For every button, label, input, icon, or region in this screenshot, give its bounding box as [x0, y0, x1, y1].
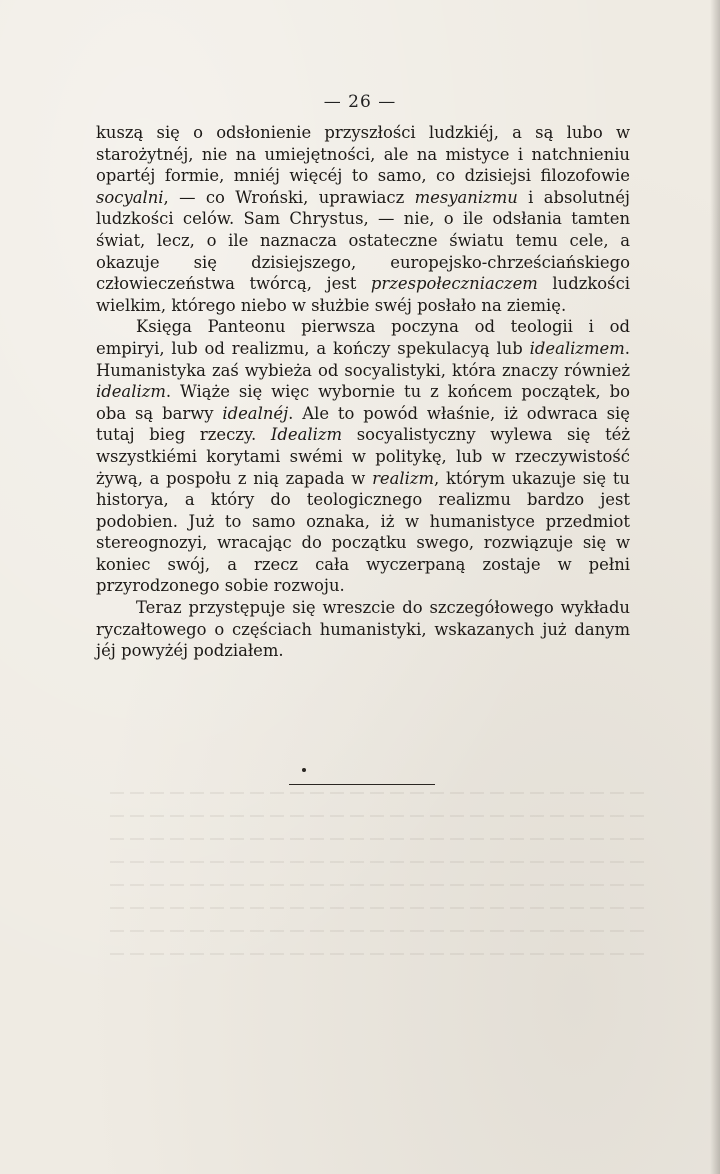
section-end-rule [289, 784, 435, 785]
italic-term: mesyanizmu [414, 187, 518, 207]
italic-term: realizm [372, 468, 435, 488]
text-run: Teraz przystępuje się wreszcie do szczegółowego wykładu ryczałtowego o częściach humanistyki, wskazanych już danym jéj powyżéj podziałem. [96, 598, 630, 661]
text-run: ludzkości wielkim, którego niebo w służbie swéj posłało na ziemię. [96, 274, 630, 315]
text-run: socyalistyczny wylewa się téż wszystkiémi korytami swémi w politykę, lub w rzeczywistość żywą, a pospołu z nią zapada w [96, 425, 631, 488]
paragraph-1 [96, 122, 630, 316]
bleed-line [110, 884, 650, 886]
text-run: i absolutnéj ludzkości celów. Sam Chrystus, — nie, o ile odsłania tamten świat, lecz, o ile naznacza ostateczne światu temu cele, a okazuje się dzisiejszego, europejsko-chrześciańskiego człowieczeństwa twórcą, jest [96, 187, 630, 294]
text-run: , którym ukazuje się tu historya, a który do teologicznego realizmu bardzo jest podobien. Już to samo oznaka, iż w humanistyce przedmiot stereognozyi, wracając do początku swego, rozwiązuje się w koniec swój, a rzecz cała wyczerpaną zostaje w pełni przyrodzonego sobie rozwoju. [96, 468, 630, 596]
bleed-line [110, 953, 650, 955]
bleed-line [110, 815, 650, 817]
bleed-line [110, 861, 650, 863]
italic-term: idealizm [96, 382, 166, 402]
italic-term: przespołeczniaczem [370, 274, 538, 294]
text-run: . Ale to powód właśnie, iż odwraca się tutaj bieg rzeczy. [96, 403, 630, 445]
bleed-line [110, 792, 650, 794]
text-run: Księga Panteonu pierwsza poczyna od teologii i od empiryi, lub od realizmu, a kończy spekulacyą lub [96, 317, 630, 358]
paragraph-2 [96, 316, 630, 597]
bleed-line [110, 930, 650, 932]
text-run: . Wiąże się więc wybornie tu z końcem początek, bo oba są barwy [96, 382, 630, 423]
page-number: — 26 — [323, 92, 397, 112]
italic-term: idealnéj [222, 403, 289, 423]
italic-term: socyalni [96, 187, 164, 207]
body-text [96, 122, 630, 662]
paragraph-3 [96, 597, 630, 662]
page-edge-shadow [710, 0, 720, 1174]
bleed-line [110, 838, 650, 840]
bleed-through-text [110, 792, 650, 976]
ink-speck [302, 768, 306, 772]
text-run: kuszą się o odsłonienie przyszłości ludzkiéj, a są lubo w starożytnéj, nie na umiejętności, ale na mistyce i natchnieniu opartéj formie, mniéj więcéj to samo, co dzisiejsi filozofowie [96, 123, 630, 186]
text-run: . Humanistyka zaś wybieża od socyalistyki, która znaczy również [96, 338, 630, 380]
text-run: , — co Wroński, uprawiacz [163, 187, 415, 207]
italic-term: idealizmem [529, 338, 625, 358]
italic-term: Idealizm [270, 425, 343, 445]
bleed-line [110, 907, 650, 909]
